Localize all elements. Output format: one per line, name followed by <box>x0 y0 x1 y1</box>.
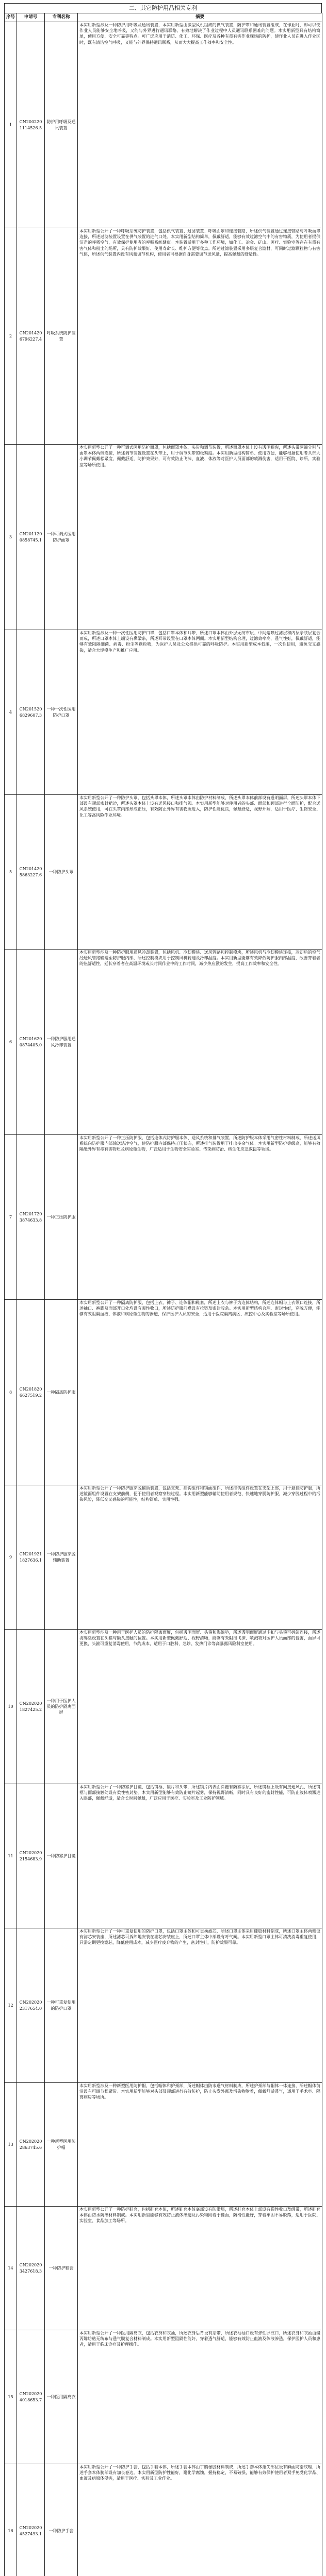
patent-name: 一种隔离防护服 <box>45 1300 78 1485</box>
application-number: CN2015206829607.3 <box>17 630 45 795</box>
abstract: 本实用新型公开了一种医用隔离衣，包括衣身和衣袖，所述衣身后背设有系带，所述衣袖袖口设有弹性罗纹口，所述衣身和衣袖由聚丙烯纺粘无纺布与透气膜复合材料制成。本实用新型阻隔性能好，穿着透气舒适，能够有效防止血液及体液渗透，保护医护人员和患者，适用于临床诊疗及护理操作。 <box>78 2330 322 2464</box>
abstract: 本实用新型公开了一种防护头罩，包括头罩本体，所述头罩本体由防护材料制成，所述头罩本体前部设有透明面屏，所述头罩本体下部设有颈部密封裙边，所述头罩本体上设有送风接口和排气阀。本实用新型能够对使用者的头部、面部和颈部进行全面防护，配合送风系统使用，可在头罩内部形成正压，有效防止外界有害物质进入，防护性能优良，佩戴舒适，视野开阔，适用于医疗、生物安全、化工等高风险作业环境。 <box>78 795 322 950</box>
patent-name: 一种防护服用通风冷却装置 <box>45 950 78 1135</box>
row-number: 15 <box>5 2330 17 2464</box>
table-body <box>5 22 322 2576</box>
abstract: 本实用新型公开了一种防护手套，包括手套本体，所述手套本体由丁腈橡胶材料制成，所述手套本体指尖部位设有麻面防滑纹理，所述手套本体腕部设有加长卷边。本实用新型防护性能好，耐化学腐蚀，握持稳定，不易破损，能够有效保护使用者双手免受化学品、血液及病原体侵害，适用于医疗、实验及工业作业。 <box>78 2464 322 2576</box>
table-row <box>5 1135 322 1300</box>
patent-name: 呼吸系统防护装置 <box>45 228 78 445</box>
column-header-patent-name: 专利名称 <box>45 13 78 22</box>
abstract: 本实用新型涉及一种用于医护人员的防护隔离面屏，包括透明面屏、头箍和海绵垫，所述透明面屏通过卡扣与头箍可拆卸连接，所述海绵垫设置在头箍与额头接触的位置。本实用新型佩戴舒适、视野清晰，能够有效阻挡飞沫、喷溅物对医护人员面部的侵害，面屏可更换，头箍可重复消毒使用，节约成本，适用于口腔科、急诊、发热门诊等高暴露风险科室使用。 <box>78 1630 322 1784</box>
patent-name: 一种正压防护服 <box>45 1135 78 1300</box>
abstract: 本实用新型公开了一种可重复使用的防护口罩，包括口罩主体和可更换滤芯，所述口罩主体采用硅胶材料制成，所述口罩主体两侧设有滤芯安装座，所述滤芯可拆卸地安装在滤芯安装座上，所述口罩主体中部设有呼气阀。本实用新型口罩主体可清洗消毒重复使用，只需定期更换滤芯，降低使用成本，减少医疗废弃物的产生，密封性好，防护效果可靠。 <box>78 1928 322 2083</box>
row-number: 4 <box>5 630 17 795</box>
patent-name: 一种新型医用防护帽 <box>45 2083 78 2207</box>
table-row <box>5 630 322 795</box>
row-number: 13 <box>5 2083 17 2207</box>
application-number: CN2014206796227.4 <box>17 228 45 445</box>
row-number: 1 <box>5 22 17 228</box>
row-number: 11 <box>5 1784 17 1928</box>
row-number: 8 <box>5 1300 17 1485</box>
application-number: CN2020201827425.2 <box>17 1630 45 1784</box>
abstract: 本实用新型涉及一种一次性医用防护口罩，包括口罩本体和耳带，所述口罩本体由外层无纺布层、中间熔喷过滤层和内层亲肤层复合而成，所述口罩本体上端设有鼻梁条，所述耳带设置在口罩本体两侧。本实用新型结构合理，过滤效率高，透气性好，佩戴舒适，能够有效阻隔细菌、病毒、粉尘等颗粒物，为医护人员及公众提供可靠的呼吸防护。本实用新型成本低廉，一次性使用，避免交叉感染，适合大规模生产和推广应用。 <box>78 630 322 795</box>
abstract: 本实用新型公开了一种可调式医用防护面罩，包括面罩本体、头带和调节装置，所述面罩本体上设有透明视窗，所述头带两端分别与面罩本体两侧连接，所述调节装置设置在头带上，用于调节头带的松紧度。本实用新型结构简单、使用方便，能够根据使用者头部大小调节佩戴松紧度，佩戴舒适，防护效果好，可有效防止飞沫、血液、体液等对医护人员面部的喷溅伤害，适用于医院、诊所、实验室等场所使用。 <box>78 445 322 630</box>
column-header-abstract: 摘要 <box>78 13 322 22</box>
row-number: 16 <box>5 2464 17 2576</box>
column-header-number: 序号 <box>5 13 17 22</box>
table-row <box>5 2464 322 2576</box>
table-row <box>5 1928 322 2083</box>
application-number: CN2020204018653.7 <box>17 2330 45 2464</box>
table-row <box>5 1485 322 1630</box>
row-number: 6 <box>5 950 17 1135</box>
application-number: CN2019211827636.1 <box>17 1485 45 1630</box>
patent-name: 一种可调式医用防护面罩 <box>45 445 78 630</box>
patent-name: 一种一次性医用防护口罩 <box>45 630 78 795</box>
row-number: 2 <box>5 228 17 445</box>
patent-table <box>4 13 322 2576</box>
section-heading: 二、其它防护用品相关专利 <box>4 3 322 13</box>
abstract: 本实用新型公开了一种隔离防护服，包括上衣、裤子、连体帽和鞋套，所述上衣与裤子为连体结构，所述连体帽与上衣领口连接，所述袖口、裤脚及面部开口处均设有弹性收口，所述防护服前襟设有拉链及密封胶条。本实用新型结构合理、密封性好，穿脱方便，能够有效阻隔血液、体液和病原微生物的渗透，保护医护人员的安全，适用于医院隔离病区、疾控中心及实验室等场所使用。 <box>78 1300 322 1485</box>
application-number: CN2020202154683.9 <box>17 1784 45 1928</box>
row-number: 12 <box>5 1928 17 2083</box>
table-row <box>5 795 322 950</box>
patent-name: 一种用于医护人员的防护隔离面屏 <box>45 1630 78 1784</box>
abstract: 本实用新型公开了一种防雾护目镜，包括镜框、镜片和头带，所述镜片内表面涂覆有防雾涂层，所述镜框上设有间接通风孔，所述镜框与面部接触处设有柔性密封垫。本实用新型能够有效防止镜片起雾，保持视野清晰，同时具有良好的密封性能，可防止液体喷溅进入眼部，佩戴舒适，适合长时间佩戴，广泛应用于医疗、实验室及工业防护领域。 <box>78 1784 322 1928</box>
application-number: CN2011200858745.1 <box>17 445 45 630</box>
abstract: 本实用新型公开了一种防护鞋套，包括鞋套本体，所述鞋套本体底部设有防滑层，所述鞋套本体上部设有弹性收口及绑带，所述鞋套本体由防水防渗材料制成。本实用新型能够有效防止液体渗透及污染物附着于鞋面，防滑性能好，穿着牢固不易脱落，适用于医院、实验室、食品加工等场所。 <box>78 2207 322 2330</box>
table-row <box>5 1630 322 1784</box>
table-row <box>5 1784 322 1928</box>
patent-name: 一种可重复使用的防护口罩 <box>45 1928 78 2083</box>
patent-name: 一种防护头罩 <box>45 795 78 950</box>
abstract: 本实用新型涉及一种防护服用通风冷却装置，包括风机、冷却模块、送风管路和控制模块，所述风机与冷却模块连接，冷却后的空气经送风管路输送至防护服内部，所述控制模块用于控制风机转速及冷却温度。本实用新型能够有效降低防护服内部温度，改善穿着者的热舒适性，延长穿着者在高温环境或长时间作业中的工作时间，减少热应激的发生，提高工作效率和安全性。 <box>78 950 322 1135</box>
table-row <box>5 2207 322 2330</box>
table-row <box>5 2083 322 2207</box>
application-number: CN2020203427618.3 <box>17 2207 45 2330</box>
patent-name: 一种医用隔离衣 <box>45 2330 78 2464</box>
patent-name: 一种防护鞋套 <box>45 2207 78 2330</box>
row-number: 3 <box>5 445 17 630</box>
application-number: CN2018206627519.2 <box>17 1300 45 1485</box>
patent-name: 一种防护服穿脱辅助装置 <box>45 1485 78 1630</box>
table-row <box>5 2330 322 2464</box>
table-row <box>5 950 322 1135</box>
row-number: 9 <box>5 1485 17 1630</box>
application-number: CN2020202863745.6 <box>17 2083 45 2207</box>
application-number: CN2020202317654.0 <box>17 1928 45 2083</box>
table-row <box>5 22 322 228</box>
column-header-application-number: 申请号 <box>17 13 45 22</box>
application-number: CN2014205863227.6 <box>17 795 45 950</box>
application-number: CN2017203874633.8 <box>17 1135 45 1300</box>
abstract: 本实用新型公开了一种正压防护服，包括连体式防护服本体、送风系统和排气装置，所述防护服本体采用气密性材料制成，所述送风系统向防护服内部输送洁净空气，使防护服内部保持正压状态，所述排气装置用于排出多余气体。本实用新型防护等级高，能够有效隔绝外界有毒有害物质及病原微生物，广泛适用于生物安全实验室、传染病防治、核生化应急救援等领域。 <box>78 1135 322 1300</box>
table-row <box>5 1300 322 1485</box>
abstract: 本实用新型公开了一种防护服穿脱辅助装置，包括支架、挂钩组件和镜面组件，所述挂钩组件设置在支架上部，用于悬挂防护服，所述镜面组件设置在支架前侧，便于使用者观察穿脱过程。本实用新型能够辅助使用者规范、快速地穿脱防护服，减少穿脱过程中的污染风险，降低交叉感染的可能性，结构简单、实用性强。 <box>78 1485 322 1630</box>
document-page <box>4 3 322 2576</box>
table-header-row <box>5 13 322 22</box>
abstract: 本实用新型公开了一种呼吸系统防护装置，包括供气装置、过滤装置、呼吸面罩和连接管路，所述供气装置通过连接管路与呼吸面罩连接，所述过滤装置设置在供气装置的进气口处。本实用新型结构简单，佩戴舒适，能够有效过滤空气中的有害物质，为使用者提供洁净的呼吸空气，有效保护使用者的呼吸系统健康。本装置适用于多种工作环境，如化工、冶金、矿山、医疗、实验室等存在有毒有害气体和粉尘的场所，具有防护效果好、使用寿命长、维护方便等优点。所述过滤装置采用多层复合滤材，可同时过滤颗粒物与有害气体，所述供气装置内设有风量调节机构，使用者可根据自身需要调节送风量，提高佩戴的舒适性。 <box>78 228 322 445</box>
table-row <box>5 228 322 445</box>
patent-name: 一种防护手套 <box>45 2464 78 2576</box>
row-number: 10 <box>5 1630 17 1784</box>
table-row <box>5 445 322 630</box>
application-number: CN2020204527493.1 <box>17 2464 45 2576</box>
patent-name: 防护用呼吸及通讯装置 <box>45 22 78 228</box>
row-number: 5 <box>5 795 17 950</box>
application-number: CN2016200874405.0 <box>17 950 45 1135</box>
patent-name: 一种防雾护目镜 <box>45 1784 78 1928</box>
row-number: 14 <box>5 2207 17 2330</box>
row-number: 7 <box>5 1135 17 1300</box>
application-number: CN2002201114526.5 <box>17 22 45 228</box>
abstract: 本实用新型涉及一种新型医用防护帽，包括帽体和护颈部，所述帽体由防水透气材料制成，所述护颈部与帽体一体连接，所述帽体前沿设有可调节松紧带。本实用新型能够对头部及颈部进行有效防护，防止头发外露及污染物附着，佩戴舒适透气，适用于手术室、隔离病房等场所。 <box>78 2083 322 2207</box>
abstract: 本实用新型涉及一种防护用呼吸及通讯装置，本实用新型由微型风机组成的供气装置，防护罩和通讯装置组成，在作业时，即可以使作业人员能够安全地呼吸，又能与外界进行通讯联络。有效地解决了作业过程中人员通讯联系困难的问题。本实用新型具有结构简单，使用方便，安全可靠等特点。可广泛应用于消防、化工、环保、医疗及各种有毒有害作业现场的防护，使作业人员在进入作业区时，既有清洁空气呼吸，又能与外界保持通讯联系，从而大大提高工作效率和安全性。 <box>78 22 322 228</box>
